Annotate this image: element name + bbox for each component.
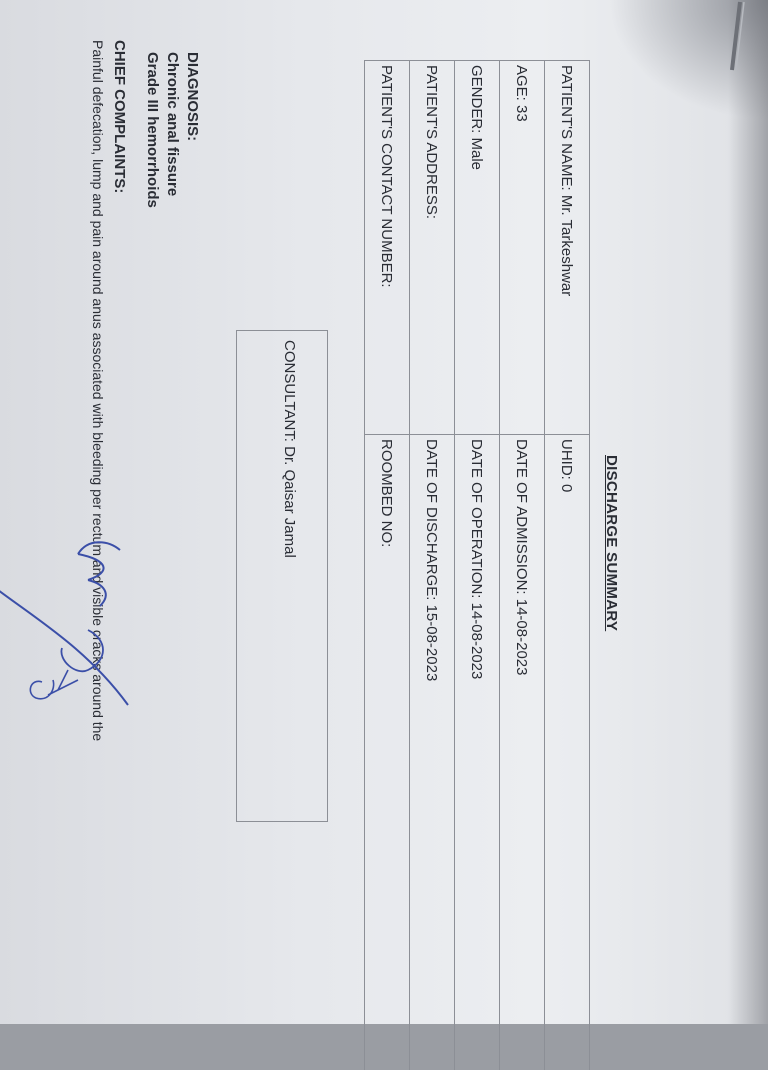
diagnosis-heading: DIAGNOSIS: [182, 52, 202, 208]
uhid-cell: UHID: 0 [545, 435, 590, 809]
diagnosis-item: Chronic anal fissure [162, 52, 182, 208]
age-cell: AGE: 33 [500, 61, 545, 435]
complaints-heading: CHIEF COMPLAINTS: [111, 40, 128, 193]
patient-info-table [364, 60, 590, 1070]
table-row [365, 61, 410, 1070]
complaints-text: Painful defecation, lump and pain around anus associated with bleeding per rectum and visible cracks around the [90, 40, 106, 1040]
table-cell-empty [455, 808, 500, 1070]
table-cell-empty [545, 808, 590, 1070]
contact-number-cell: PATIENT'S CONTACT NUMBER: [365, 61, 410, 435]
table-row [455, 61, 500, 1070]
patient-name-cell: PATIENT'S NAME: Mr. Tarkeshwar [545, 61, 590, 435]
gender-cell: GENDER: Male [455, 61, 500, 435]
table-row [500, 61, 545, 1070]
document-title: DISCHARGE SUMMARY [603, 455, 620, 631]
admission-date-cell: DATE OF ADMISSION: 14-08-2023 [500, 435, 545, 809]
operation-date-cell: DATE OF OPERATION: 14-08-2023 [455, 435, 500, 809]
table-row [545, 61, 590, 1070]
roombed-cell: ROOMBED NO: [365, 435, 410, 809]
diagnosis-item: Grade III hemorrhoids [142, 52, 162, 208]
table-cell-empty [410, 808, 455, 1070]
table-cell-empty [500, 808, 545, 1070]
signature-icon [0, 520, 148, 720]
diagnosis-section [142, 52, 202, 208]
address-cell: PATIENT'S ADDRESS: [410, 61, 455, 435]
discharge-date-cell: DATE OF DISCHARGE: 15-08-2023 [410, 435, 455, 809]
consultant-label: CONSULTANT: Dr. Qaisar Jamal [281, 340, 298, 558]
table-row [410, 61, 455, 1070]
table-cell-empty [365, 808, 410, 1070]
